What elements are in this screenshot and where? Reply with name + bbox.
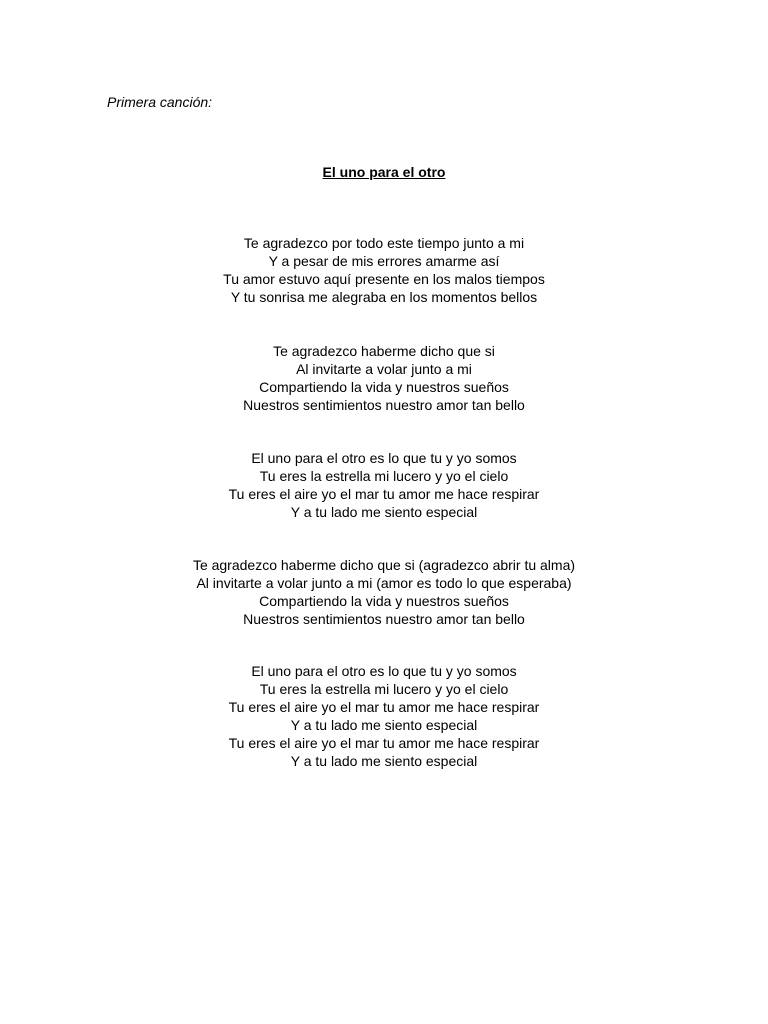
stanza-5	[0, 662, 768, 770]
lyric-line: Tu amor estuvo aquí presente en los malos tiempos	[223, 271, 545, 287]
lyric-line: Nuestros sentimientos nuestro amor tan bello	[243, 611, 525, 627]
stanza-4	[0, 556, 768, 628]
lyric-line: Al invitarte a volar junto a mi (amor es todo lo que esperaba)	[196, 575, 572, 591]
lyric-line: Y a tu lado me siento especial	[290, 717, 478, 733]
song-title: El uno para el otro	[322, 164, 446, 180]
lyric-line: Te agradezco por todo este tiempo junto a mi	[243, 235, 525, 251]
lyric-line: Tu eres el aire yo el mar tu amor me hace respirar	[228, 735, 540, 751]
lyric-line: El uno para el otro es lo que tu y yo somos	[251, 450, 517, 466]
lyric-line: Y a tu lado me siento especial	[290, 753, 478, 769]
lyric-line: Tu eres la estrella mi lucero y yo el cielo	[259, 681, 509, 697]
lyric-line: Compartiendo la vida y nuestros sueños	[259, 593, 509, 609]
lyric-line: Al invitarte a volar junto a mi	[296, 361, 472, 377]
lyric-line: Nuestros sentimientos nuestro amor tan bello	[243, 397, 525, 413]
lyric-line: Te agradezco haberme dicho que si	[273, 343, 495, 359]
lyric-line: Tu eres el aire yo el mar tu amor me hace respirar	[228, 486, 540, 502]
lyric-line: Compartiendo la vida y nuestros sueños	[259, 379, 509, 395]
stanza-1	[0, 234, 768, 306]
lyric-line: Tu eres la estrella mi lucero y yo el cielo	[259, 468, 509, 484]
lyric-line: Y tu sonrisa me alegraba en los momentos bellos	[230, 289, 538, 305]
stanza-2	[0, 342, 768, 414]
lyric-line: El uno para el otro es lo que tu y yo somos	[251, 663, 517, 679]
stanza-3	[0, 449, 768, 521]
intro-label: Primera canción:	[107, 94, 213, 110]
lyric-line: Te agradezco haberme dicho que si (agradezco abrir tu alma)	[192, 557, 576, 573]
lyric-line: Y a tu lado me siento especial	[290, 504, 478, 520]
lyric-line: Y a pesar de mis errores amarme así	[268, 253, 500, 269]
lyric-line: Tu eres el aire yo el mar tu amor me hace respirar	[228, 699, 540, 715]
